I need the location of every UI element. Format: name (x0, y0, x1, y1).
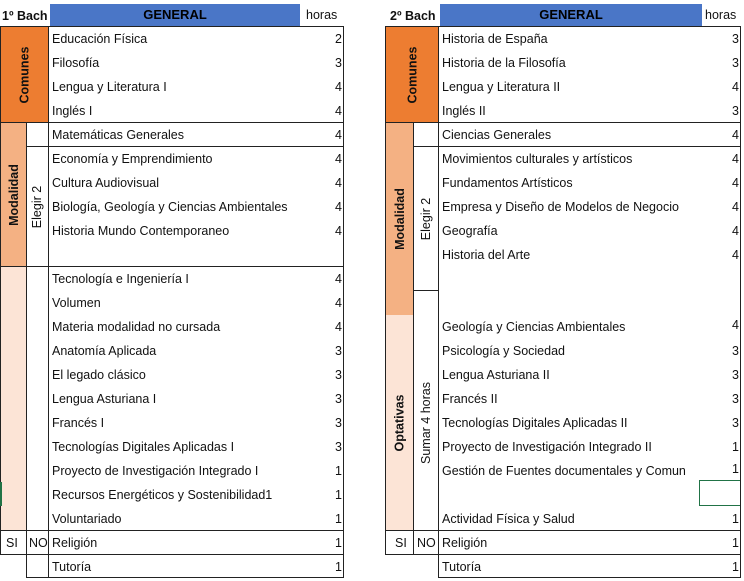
right-optativa-row: Francés II (442, 392, 498, 406)
left-elegir-label: Elegir 2 (30, 185, 45, 229)
right-comunes-row: Historia de España (442, 32, 548, 46)
left-comunes-row: Lengua y Literatura I (52, 80, 167, 94)
right-general-header: GENERAL (440, 4, 702, 26)
cell-selection-marker (0, 482, 2, 506)
left-elegir-hours: 4 (335, 200, 342, 214)
left-horas-header: horas (306, 8, 338, 22)
left-border (1, 122, 344, 123)
left-elegir-hours: 4 (335, 176, 342, 190)
right-optativas-group (386, 315, 413, 531)
left-border (26, 267, 27, 578)
left-optativa-hours: 3 (335, 392, 342, 406)
left-optativa-row: Francés I (52, 416, 105, 430)
right-religion-row: Religión (442, 536, 488, 550)
left-border (48, 26, 49, 578)
right-elegir-hours: 4 (732, 176, 739, 190)
right-elegir-row: Historia del Arte (442, 248, 531, 262)
left-elegir-group (27, 147, 48, 267)
right-elegir-hours: 4 (732, 152, 739, 166)
right-comunes-hours: 3 (732, 104, 739, 118)
right-elegir-hours: 4 (732, 224, 739, 238)
left-comunes-hours: 2 (335, 32, 342, 46)
left-optativa-hours: 4 (335, 320, 342, 334)
left-optativa-hours: 3 (335, 344, 342, 358)
right-optativa-hours: 3 (732, 368, 739, 382)
right-elegir-hours: 4 (732, 248, 739, 262)
left-tutoria-hours: 1 (335, 560, 342, 574)
right-si-label: SI (395, 536, 407, 550)
left-border (1, 266, 344, 267)
left-optativa-row: Lengua Asturiana I (52, 392, 157, 406)
right-optativa-row: Psicología y Sociedad (442, 344, 565, 358)
right-elegir-row: Empresa y Diseño de Modelos de Negocio (442, 200, 679, 214)
right-optativa-row: Proyecto de Investigación Integrado II (442, 440, 652, 454)
right-optativa-hours: 3 (732, 416, 739, 430)
right-elegir-row: Movimientos culturales y artísticos (442, 152, 633, 166)
left-border (1, 26, 344, 27)
left-optativa-hours: 4 (335, 296, 342, 310)
left-optativas-group (1, 267, 26, 531)
right-modalidad-label: Modalidad (392, 188, 407, 250)
left-optativa-hours: 1 (335, 512, 342, 526)
left-modalidad-group (1, 123, 26, 267)
left-optativa-row: Tecnología e Ingeniería I (52, 272, 189, 286)
right-optativa-row: Gestión de Fuentes documentales y Comun (442, 464, 686, 478)
left-comunes-row: Educación Física (52, 32, 148, 46)
left-comunes-row: Filosofía (52, 56, 100, 70)
right-elegir-hours: 4 (732, 200, 739, 214)
left-optativa-row: El legado clásico (52, 368, 146, 382)
right-religion-hours: 1 (732, 536, 739, 550)
left-optativa-hours: 1 (335, 464, 342, 478)
right-no-label: NO (417, 536, 436, 550)
left-border (343, 26, 344, 578)
right-modalidad-fixed: Ciencias Generales (442, 128, 552, 142)
left-modalidad-fixed: Matemáticas Generales (52, 128, 185, 142)
left-border (26, 577, 344, 578)
right-optativa-row: Tecnologías Digitales Aplicadas II (442, 416, 628, 430)
right-optativa-hours: 1 (732, 440, 739, 454)
left-comunes-hours: 4 (335, 80, 342, 94)
right-optativa-hours: 1 (732, 462, 739, 476)
left-comunes-hours: 4 (335, 104, 342, 118)
left-optativa-row: Anatomía Aplicada (52, 344, 157, 358)
right-comunes-hours: 3 (732, 56, 739, 70)
right-elegir-row: Geografía (442, 224, 498, 238)
left-optativa-row: Tecnologías Digitales Aplicadas I (52, 440, 235, 454)
left-elegir-row: Economía y Emprendimiento (52, 152, 213, 166)
right-optativa-row: Lengua Asturiana II (442, 368, 550, 382)
right-border (438, 577, 741, 578)
left-elegir-row: Biología, Geología y Ciencias Ambientales (52, 200, 288, 214)
right-extra-hours: 1 (732, 512, 739, 526)
left-elegir-hours: 4 (335, 152, 342, 166)
left-elegir-row: Historia Mundo Contemporaneo (52, 224, 230, 238)
right-border (385, 26, 386, 555)
right-extra-row: Actividad Física y Salud (442, 512, 575, 526)
left-level-title: 1º Bach (2, 9, 48, 23)
left-border (1, 554, 344, 555)
left-no-label: NO (29, 536, 48, 550)
left-modalidad-fixed-hours: 4 (335, 128, 342, 142)
left-border (26, 122, 27, 267)
left-optativa-row: Materia modalidad no cursada (52, 320, 221, 334)
left-comunes-row: Inglés I (52, 104, 93, 118)
right-level-title: 2º Bach (390, 9, 436, 23)
right-border (413, 146, 741, 147)
right-optativa-hours: 4 (732, 318, 739, 332)
selected-cell[interactable] (699, 480, 741, 506)
left-comunes-label: Comunes (17, 46, 32, 104)
left-religion-hours: 1 (335, 536, 342, 550)
right-comunes-hours: 3 (732, 32, 739, 46)
left-modalidad-label: Modalidad (6, 164, 21, 226)
left-elegir-hours: 4 (335, 224, 342, 238)
right-border (740, 26, 741, 578)
right-optativa-hours: 3 (732, 392, 739, 406)
right-tutoria-row: Tutoría (442, 560, 482, 574)
right-modalidad-fixed-hours: 4 (732, 128, 739, 142)
left-border (0, 26, 1, 555)
left-border (1, 530, 344, 531)
left-comunes-group (1, 27, 48, 123)
right-border (413, 122, 414, 555)
right-border (413, 290, 438, 291)
right-optativa-hours: 3 (732, 344, 739, 358)
right-comunes-group (386, 27, 438, 123)
left-optativa-hours: 1 (335, 488, 342, 502)
right-comunes-label: Comunes (405, 46, 420, 104)
right-tutoria-hours: 1 (732, 560, 739, 574)
right-horas-header: horas (705, 8, 737, 22)
right-comunes-row: Historia de la Filosofía (442, 56, 566, 70)
left-religion-row: Religión (52, 536, 98, 550)
right-sumar-label: Sumar 4 horas (419, 382, 434, 464)
left-si-label: SI (6, 536, 18, 550)
left-tutoria-row: Tutoría (52, 560, 92, 574)
right-comunes-row: Lengua y Literatura II (442, 80, 561, 94)
right-comunes-hours: 4 (732, 80, 739, 94)
right-border (438, 26, 439, 578)
left-optativa-hours: 3 (335, 416, 342, 430)
left-border (26, 146, 344, 147)
left-optativa-hours: 4 (335, 272, 342, 286)
left-optativa-hours: 3 (335, 440, 342, 454)
right-elegir-label: Elegir 2 (419, 197, 434, 241)
right-elegir-group (414, 147, 438, 291)
left-optativa-row: Proyecto de Investigación Integrado I (52, 464, 259, 478)
right-optativa-row: Geología y Ciencias Ambientales (442, 320, 626, 334)
left-general-header: GENERAL (50, 4, 300, 26)
right-modalidad-group (386, 123, 413, 315)
left-comunes-hours: 3 (335, 56, 342, 70)
right-elegir-row: Fundamentos Artísticos (442, 176, 573, 190)
left-optativa-row: Voluntariado (52, 512, 122, 526)
left-optativa-row: Recursos Energéticos y Sostenibilidad1 (52, 488, 273, 502)
right-optativas-label: Optativas (392, 394, 407, 452)
left-optativa-row: Volumen (52, 296, 101, 310)
left-elegir-row: Cultura Audiovisual (52, 176, 160, 190)
right-comunes-row: Inglés II (442, 104, 486, 118)
right-sumar-group (414, 315, 438, 531)
left-optativa-hours: 3 (335, 368, 342, 382)
